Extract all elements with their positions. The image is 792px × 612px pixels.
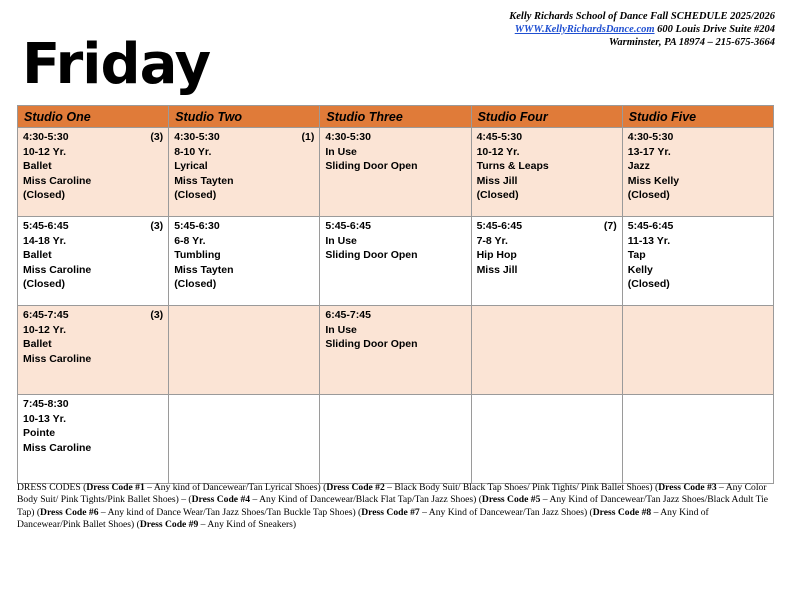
class-detail: 10-12 Yr. <box>23 145 67 158</box>
class-detail: Pointe <box>23 427 56 440</box>
class-time-line <box>628 219 768 234</box>
class-detail: 14-18 Yr. <box>23 234 67 247</box>
class-time: 6:45-7:45 <box>325 309 371 321</box>
dress-code-label: Dress Code #8 <box>592 506 652 518</box>
schedule-row <box>18 217 774 306</box>
class-detail: 10-12 Yr. <box>23 323 67 336</box>
class-detail: (Closed) <box>627 278 670 291</box>
address-line-1 <box>509 23 775 36</box>
studio-header: Studio One <box>18 106 169 128</box>
class-cell <box>18 395 169 484</box>
class-detail: Miss Caroline <box>23 352 92 365</box>
class-detail: Jazz <box>627 160 650 173</box>
class-detail: 6-8 Yr. <box>174 234 206 247</box>
dress-code-label: Dress Code #5 <box>481 494 541 506</box>
class-time-line <box>477 130 617 145</box>
class-time: 4:30-5:30 <box>325 131 371 143</box>
dress-code-text: – Any kind of Dance Wear/Tan Jazz Shoes/Tan Buckle Tap Shoes) ( <box>98 506 362 518</box>
dress-code-text: – Any Kind of Dancewear/Black Flat Tap/Tan Jazz Shoes) ( <box>250 494 482 506</box>
dress-code-label: Dress Code #3 <box>658 482 717 493</box>
class-detail: Sliding Door Open <box>325 338 418 351</box>
class-detail: 10-12 Yr. <box>476 145 520 158</box>
studio-header: Studio Five <box>622 106 773 128</box>
class-detail: (Closed) <box>23 189 65 202</box>
class-detail: In Use <box>325 323 357 336</box>
class-detail: Sliding Door Open <box>325 249 418 262</box>
class-detail: Lyrical <box>174 160 208 173</box>
class-time-line <box>325 130 465 145</box>
schedule-table <box>17 105 774 484</box>
dress-code-label: Dress Code #1 <box>86 482 145 493</box>
dress-code-text: – Any Color Body Suit/ Pink Tights/Pink Ballet Shoes) – ( <box>17 482 767 506</box>
class-time: 6:45-7:45 <box>23 309 69 321</box>
class-detail: Miss Jill <box>476 263 518 276</box>
class-detail: Hip Hop <box>476 249 517 262</box>
class-cell <box>622 128 773 217</box>
class-detail: In Use <box>325 145 357 158</box>
dress-code-text: – Any Kind of Dancewear/Tan Jazz Shoes) ( <box>419 506 593 518</box>
class-detail: In Use <box>325 234 357 247</box>
class-detail: (Closed) <box>476 189 519 202</box>
dress-code-text: – Black Body Suit/ Black Tap Shoes/ Pink Tights/ Pink Ballet Shoes) ( <box>384 482 659 493</box>
dress-code-label: Dress Code #2 <box>326 482 385 493</box>
class-time: 4:30-5:30 <box>23 131 69 143</box>
class-detail: 11-13 Yr. <box>627 234 671 247</box>
class-detail: Tap <box>627 249 646 262</box>
class-detail: Ballet <box>23 338 52 351</box>
class-detail: 10-13 Yr. <box>23 412 67 425</box>
class-detail: 8-10 Yr. <box>174 145 212 158</box>
dress-code-number: (1) <box>301 131 315 143</box>
class-time-line <box>23 397 163 412</box>
dress-code-number: (7) <box>603 220 617 232</box>
class-time: 4:45-5:30 <box>476 131 523 143</box>
school-header <box>509 10 775 49</box>
class-detail: Miss Jill <box>476 174 518 187</box>
class-detail: Miss Kelly <box>627 174 680 187</box>
class-detail: Miss Caroline <box>23 441 92 454</box>
class-time: 5:45-6:45 <box>23 220 69 232</box>
dress-code-label: Dress Code #4 <box>191 494 251 506</box>
studio-header-row <box>18 106 774 128</box>
class-detail: (Closed) <box>174 189 217 202</box>
class-cell <box>320 128 471 217</box>
dress-codes-prefix: DRESS CODES ( <box>17 482 87 493</box>
class-detail: Ballet <box>23 249 52 262</box>
website-link[interactable]: WWW.KellyRichardsDance.com <box>514 24 655 35</box>
schedule-row <box>18 128 774 217</box>
class-detail: Sliding Door Open <box>325 160 418 173</box>
class-detail: Ballet <box>23 160 52 173</box>
dress-code-text: – Any kind of Dancewear/Tan Lyrical Shoes) ( <box>144 482 327 493</box>
dress-code-number: (3) <box>150 309 164 321</box>
class-cell <box>622 217 773 306</box>
class-time-line <box>174 130 314 145</box>
address-line-2: Warminster, PA 18974 – 215-675-3664 <box>608 37 775 48</box>
dress-code-number: (3) <box>150 131 164 143</box>
dress-codes-note <box>17 482 774 531</box>
class-detail: 13-17 Yr. <box>627 145 671 158</box>
class-cell <box>471 217 622 306</box>
class-cell <box>320 217 471 306</box>
dress-code-text: – Any Kind of Dancewear/Tan Jazz Shoes/Black Adult Tie Tap) ( <box>17 494 769 518</box>
class-detail: (Closed) <box>23 278 65 291</box>
dress-code-text: – Any Kind of Dancewear/Pink Ballet Shoes) ( <box>17 506 709 530</box>
class-cell <box>320 306 471 395</box>
class-cell <box>169 217 320 306</box>
class-time: 5:45-6:45 <box>325 220 371 232</box>
studio-header: Studio Four <box>471 106 622 128</box>
dress-code-text: – Any Kind of Sneakers) <box>198 518 297 530</box>
class-time-line <box>23 130 163 145</box>
dress-code-label: Dress Code #9 <box>139 518 199 530</box>
class-cell <box>18 128 169 217</box>
class-detail: (Closed) <box>174 278 217 291</box>
class-cell <box>622 395 773 484</box>
page-title: Friday <box>22 32 211 97</box>
class-time: 5:45-6:30 <box>174 220 220 232</box>
class-time-line <box>23 219 163 234</box>
class-detail: Tumbling <box>174 249 221 262</box>
class-time: 4:30-5:30 <box>174 131 220 143</box>
class-cell <box>471 128 622 217</box>
class-detail: Miss Caroline <box>23 263 92 276</box>
dress-code-label: Dress Code #6 <box>40 506 99 518</box>
street-address: 600 Louis Drive Suite #204 <box>657 24 775 35</box>
class-time-line <box>325 219 465 234</box>
class-cell <box>18 217 169 306</box>
class-cell <box>622 306 773 395</box>
class-detail: Turns & Leaps <box>476 160 549 173</box>
studio-header: Studio Three <box>320 106 471 128</box>
class-detail: 7-8 Yr. <box>476 234 508 247</box>
class-cell <box>169 306 320 395</box>
school-title: Kelly Richards School of Dance Fall SCHEDULE 2025/2026 <box>509 11 775 22</box>
dress-code-label: Dress Code #7 <box>361 506 420 518</box>
class-detail: Miss Tayten <box>174 263 234 276</box>
class-detail: (Closed) <box>627 189 670 202</box>
class-cell <box>320 395 471 484</box>
class-time: 7:45-8:30 <box>23 398 69 410</box>
class-time-line <box>23 308 163 323</box>
class-cell <box>471 306 622 395</box>
class-detail: Kelly <box>627 263 653 276</box>
class-cell <box>471 395 622 484</box>
class-time-line <box>628 130 768 145</box>
class-cell <box>18 306 169 395</box>
class-time-line <box>477 219 617 234</box>
schedule-row <box>18 395 774 484</box>
dress-code-number: (3) <box>150 220 164 232</box>
class-detail: Miss Caroline <box>23 174 92 187</box>
class-time-line <box>174 219 314 234</box>
class-detail: Miss Tayten <box>174 174 234 187</box>
studio-header: Studio Two <box>169 106 320 128</box>
class-cell <box>169 128 320 217</box>
class-time: 4:30-5:30 <box>627 131 674 143</box>
class-time-line <box>325 308 465 323</box>
class-cell <box>169 395 320 484</box>
class-time: 5:45-6:45 <box>476 220 523 232</box>
schedule-row <box>18 306 774 395</box>
class-time: 5:45-6:45 <box>627 220 674 232</box>
